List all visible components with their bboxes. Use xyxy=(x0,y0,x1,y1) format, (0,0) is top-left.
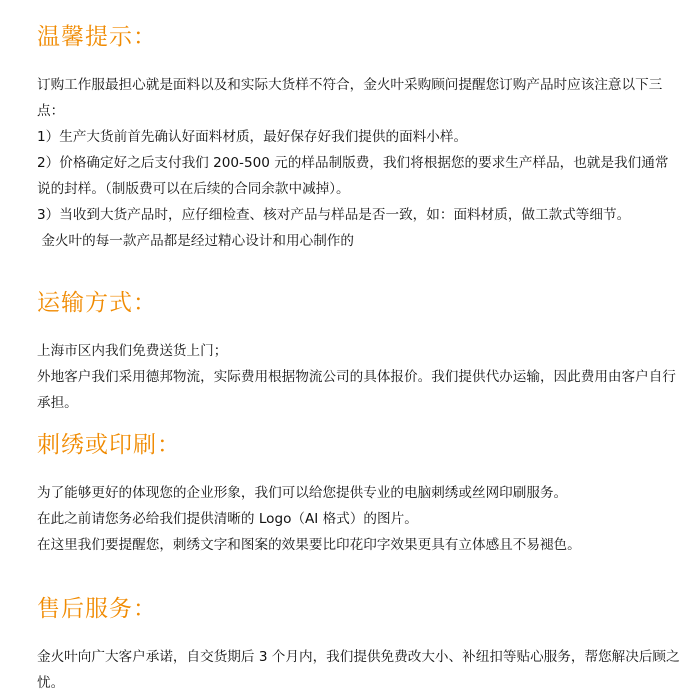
embroidery-paragraph-2: 在此之前请您务必给我们提供清晰的 Logo（AI 格式）的图片。 xyxy=(37,511,418,527)
embroidery-paragraph-1: 为了能够更好的体现您的企业形象，我们可以给您提供专业的电脑刺绣或丝网印刷服务。 xyxy=(37,485,568,501)
section-after-sales xyxy=(37,594,680,694)
after-sales-paragraph: 金火叶向广大客户承诺，自交货期后 3 个月内，我们提供免费改大小、补纽扣等贴心服务，帮您解决后顾之忧。 xyxy=(37,649,680,691)
section-tips xyxy=(37,22,680,272)
tips-paragraph-1: 1）生产大货前首先确认好面料材质，最好保存好我们提供的面料小样。 xyxy=(37,129,468,145)
embroidery-paragraph-3: 在这里我们要提醒您，刺绣文字和图案的效果要比印花印字效果更具有立体感且不易褪色。 xyxy=(37,537,581,553)
shipping-paragraph-remote: 外地客户我们采用德邦物流，实际费用根据物流公司的具体报价。我们提供代办运输，因此费用由客户自行承担。 xyxy=(37,369,676,411)
section-title-shipping: 运输方式： xyxy=(37,290,157,316)
section-title-tips: 温馨提示： xyxy=(37,24,157,50)
section-title-after-sales: 售后服务： xyxy=(37,596,157,622)
tips-paragraph-closing: 金火叶的每一款产品都是经过精心设计和用心制作的 xyxy=(37,233,354,249)
shipping-paragraph-local: 上海市区内我们免费送货上门； xyxy=(37,343,228,359)
tips-paragraph-2: 2）价格确定好之后支付我们 200-500 元的样品制版费，我们将根据您的要求生产样品，也就是我们通常说的封样。（制版费可以在后续的合同余款中减掉）。 xyxy=(37,155,669,197)
section-title-embroidery: 刺绣或印刷： xyxy=(37,432,181,458)
tips-paragraph-intro: 订购工作服最担心就是面料以及和实际大货样不符合，金火叶采购顾问提醒您订购产品时应该注意以下三点： xyxy=(37,77,663,119)
tips-paragraph-3: 3）当收到大货产品时，应仔细检查、核对产品与样品是否一致，如：面料材质，做工款式等细节。 xyxy=(37,207,631,223)
section-shipping xyxy=(37,288,680,414)
section-embroidery xyxy=(37,430,680,578)
